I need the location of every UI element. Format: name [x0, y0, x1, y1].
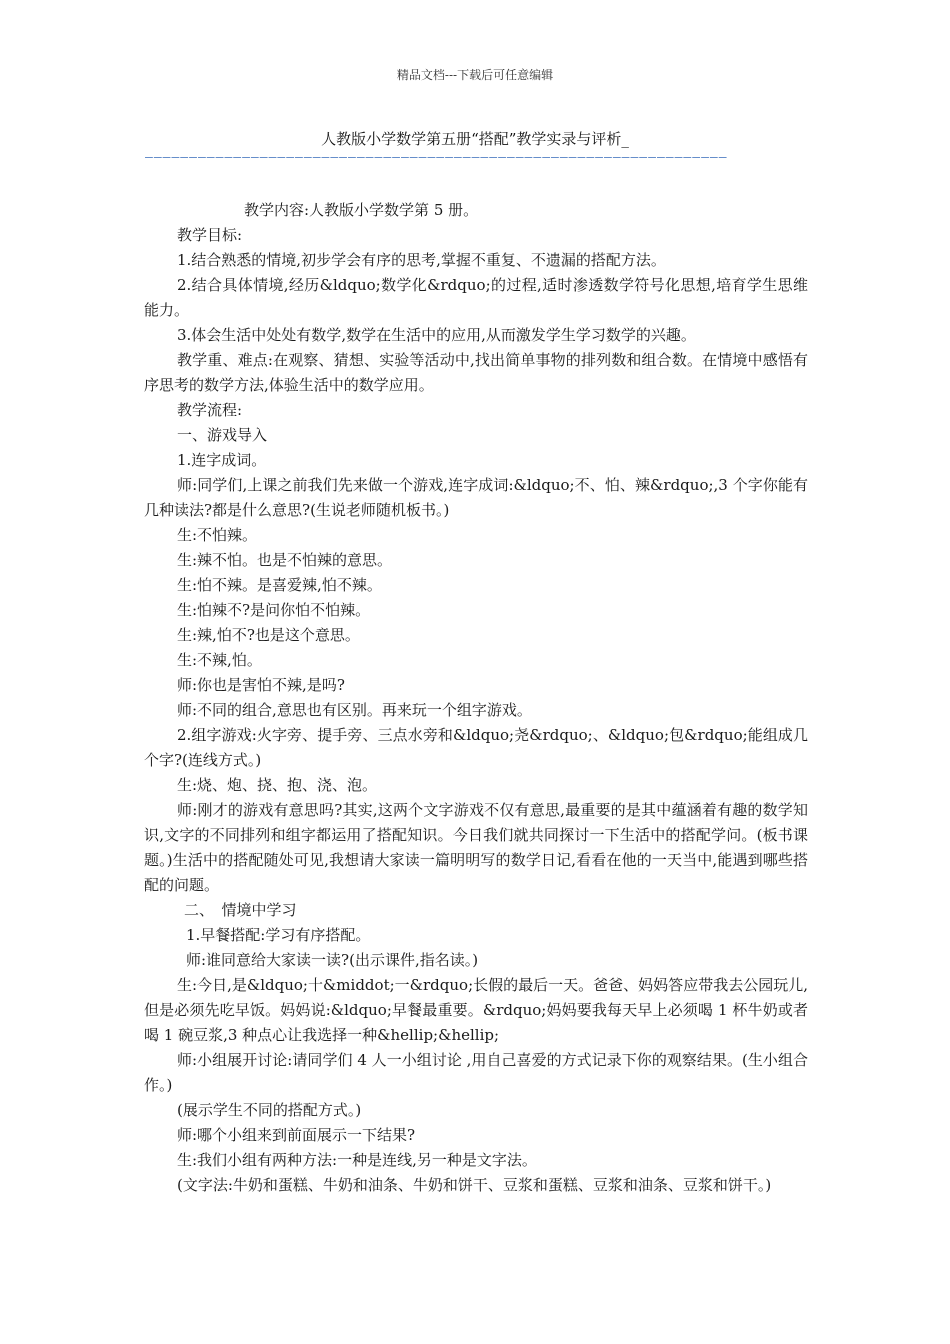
paragraph-objectives-heading: 教学目标: [177, 226, 243, 244]
paragraph-objective-3: 3.体会生活中处处有数学,数学在生活中的应用,从而激发学生学习数学的兴趣。 [177, 326, 696, 344]
paragraph-dialogue: 生:怕辣不?是问你怕不怕辣。 [177, 601, 371, 619]
document-body [144, 198, 808, 1198]
paragraph-dialogue: 师:哪个小组来到前面展示一下结果? [177, 1126, 416, 1144]
paragraph-dialogue: 师:你也是害怕不辣,是吗? [177, 676, 345, 694]
paragraph-dialogue: 生:今日,是&ldquo;十&middot;一&rdquo;长假的最后一天。爸爸、妈妈答应带我去公园玩儿,但是必须先吃早饭。妈妈说:&ldquo;早餐最重要。&rdquo;妈妈要我每天早上必须喝 1 杯牛奶或者喝 1 碗豆浆,3 种点心让我选择一种&hellip;&hellip; [144, 976, 808, 1044]
paragraph-teaching-content: 教学内容:人教版小学数学第 5 册。 [244, 201, 479, 219]
paragraph-key-points: 教学重、难点:在观察、猜想、实验等活动中,找出简单事物的排列数和组合数。在情境中感悟有序思考的数学方法,体验生活中的数学应用。 [144, 351, 808, 394]
paragraph-step-2: 2.组字游戏:火字旁、提手旁、三点水旁和&ldquo;尧&rdquo;、&ldquo;包&rdquo;能组成几个字?(连线方式。) [144, 726, 808, 769]
document-header-note: 精品文档---下载后可任意编辑 [396, 68, 554, 82]
section-heading-game-intro: 一、游戏导入 [177, 426, 268, 444]
paragraph-process-heading: 教学流程: [177, 401, 243, 419]
paragraph-dialogue: 生:我们小组有两种方法:一种是连线,另一种是文字法。 [177, 1151, 537, 1169]
paragraph-dialogue: (展示学生不同的搭配方式。) [177, 1101, 362, 1119]
document-title: 人教版小学数学第五册“搭配”教学实录与评析_ [321, 130, 629, 148]
paragraph-dialogue: 生:不辣,怕。 [177, 651, 262, 669]
paragraph-objective-2: 2.结合具体情境,经历&ldquo;数学化&rdquo;的过程,适时渗透数学符号化思想,培育学生思维能力。 [144, 276, 808, 319]
paragraph-dialogue: 师:同学们,上课之前我们先来做一个游戏,连字成词:&ldquo;不、怕、辣&rdquo;,3 个字你能有几种读法?都是什么意思?(生说老师随机板书。) [144, 476, 808, 519]
paragraph-dialogue: 生:辣,怕不?也是这个意思。 [177, 626, 360, 644]
paragraph-dialogue: 生:不怕辣。 [177, 526, 258, 544]
paragraph-dialogue: 生:烧、炮、挠、抱、浇、泡。 [177, 776, 378, 794]
section-heading-situational-learning: 二、 情境中学习 [184, 901, 297, 919]
paragraph-objective-1: 1.结合熟悉的情境,初步学会有序的思考,掌握不重复、不遗漏的搭配方法。 [177, 251, 666, 269]
paragraph-dialogue: 生:怕不辣。是喜爱辣,怕不辣。 [177, 576, 382, 594]
title-underline-rule: —————————————————————————————————————————————————————————————————— [145, 152, 728, 164]
paragraph-step-1: 1.连字成词。 [177, 451, 267, 469]
paragraph-dialogue: 师:不同的组合,意思也有区别。再来玩一个组字游戏。 [177, 701, 532, 719]
paragraph-dialogue: (文字法:牛奶和蛋糕、牛奶和油条、牛奶和饼干、豆浆和蛋糕、豆浆和油条、豆浆和饼干。) [177, 1176, 772, 1194]
paragraph-dialogue: 师:刚才的游戏有意思吗?其实,这两个文字游戏不仅有意思,最重要的是其中蕴涵着有趣的数学知识,文字的不同排列和组字都运用了搭配知识。今日我们就共同探讨一下生活中的搭配学问。(板书课题。)生活中的搭配随处可见,我想请大家读一篇明明写的数学日记,看看在他的一天当中,能遇到哪些搭配的问题。 [144, 801, 808, 894]
paragraph-dialogue: 师:谁同意给大家读一读?(出示课件,指名读。) [186, 951, 479, 969]
paragraph-dialogue: 师:小组展开讨论:请同学们 4 人一小组讨论 ,用自己喜爱的方式记录下你的观察结果。(生小组合作。) [144, 1051, 808, 1094]
paragraph-breakfast-step: 1.早餐搭配:学习有序搭配。 [186, 926, 371, 944]
paragraph-dialogue: 生:辣不怕。也是不怕辣的意思。 [177, 551, 393, 569]
